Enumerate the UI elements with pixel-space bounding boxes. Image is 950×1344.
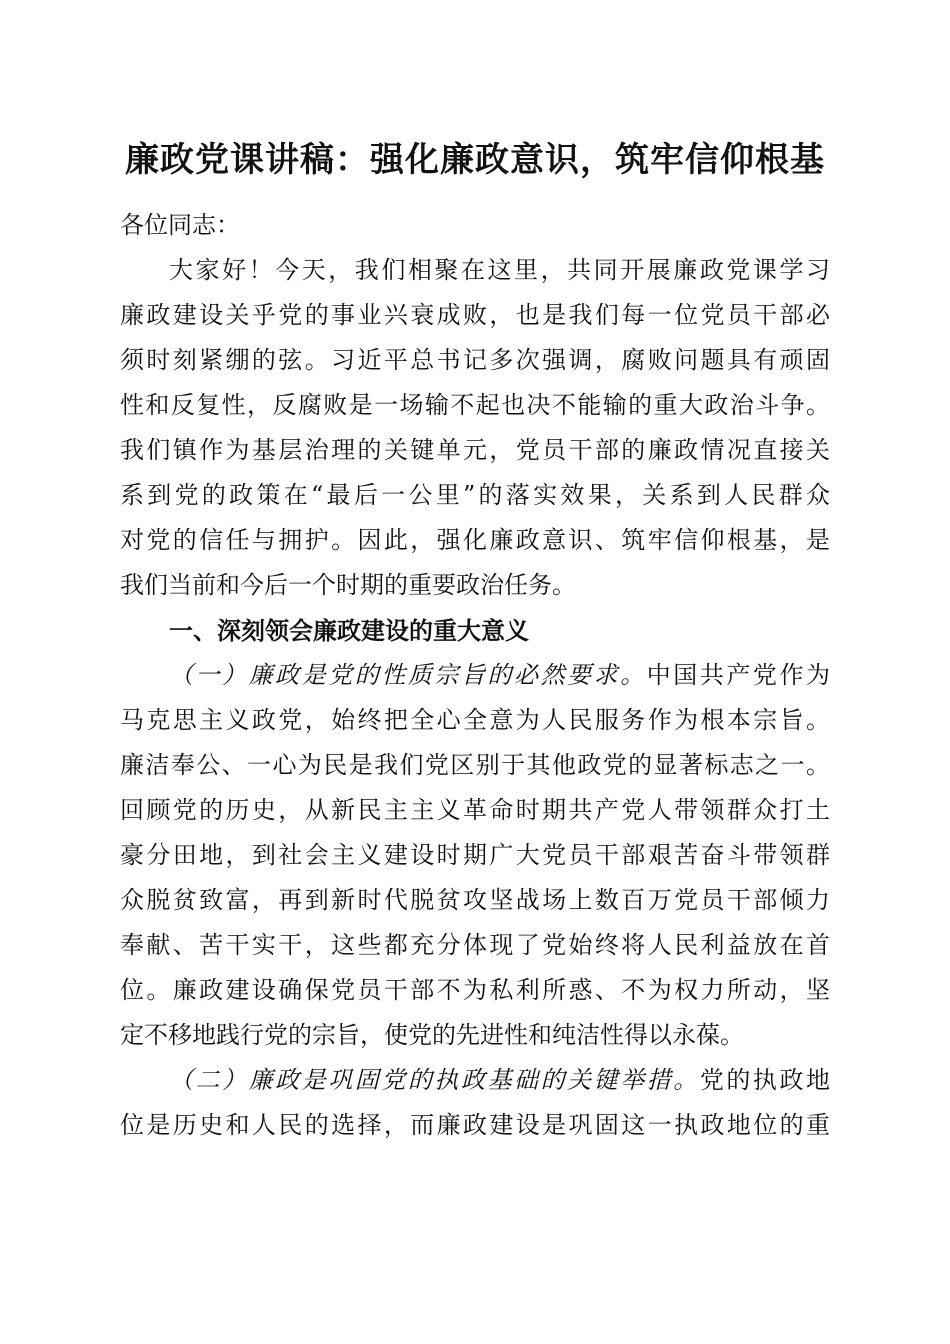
paragraph-line: 定不移地践行党的宗旨，使党的先进性和纯洁性得以永葆。 [120, 1021, 744, 1049]
paragraph-line: 奉献、苦干实干，这些都充分体现了党始终将人民利益放在首 [120, 931, 830, 959]
paragraph-line: 须时刻紧绷的弦。习近平总书记多次强调，腐败问题具有顽固 [120, 346, 830, 374]
paragraph-line: 廉洁奉公、一心为民是我们党区别于其他政党的显著标志之一。 [120, 751, 830, 779]
paragraph-line: 豪分田地，到社会主义建设时期广大党员干部艰苦奋斗带领群 [120, 841, 830, 869]
paragraph-line: 众脱贫致富，再到新时代脱贫攻坚战场上数百万党员干部倾力 [120, 886, 830, 914]
paragraph-text: 中国共产党作为 [646, 661, 830, 689]
subsection-first-line [120, 653, 830, 698]
paragraph-text: 党的执政地 [699, 1066, 831, 1094]
subsection-heading: （一）廉政是党的性质宗旨的必然要求。 [169, 661, 647, 689]
paragraph-line: 对党的信任与拥护。因此，强化廉政意识、筑牢信仰根基，是 [120, 526, 830, 554]
document-title: 廉政党课讲稿：强化廉政意识，筑牢信仰根基 [125, 140, 825, 180]
section-heading: 一、深刻领会廉政建设的重大意义 [169, 616, 529, 645]
paragraph-line: 廉政建设关乎党的事业兴衰成败，也是我们每一位党员干部必 [120, 301, 830, 329]
paragraph-line: 回顾党的历史，从新民主主义革命时期共产党人带领群众打土 [120, 796, 830, 824]
subsection-first-line [120, 1058, 830, 1103]
paragraph-line: 位。廉政建设确保党员干部不为私利所惑、不为权力所动，坚 [120, 976, 830, 1004]
salutation: 各位同志： [120, 211, 240, 239]
paragraph-line: 我们当前和今后一个时期的重要政治任务。 [120, 571, 576, 599]
paragraph-line: 系到党的政策在“最后一公里”的落实效果，关系到人民群众 [120, 481, 830, 509]
paragraph-line: 我们镇作为基层治理的关键单元，党员干部的廉政情况直接关 [120, 436, 830, 464]
paragraph-line: 马克思主义政党，始终把全心全意为人民服务作为根本宗旨。 [120, 706, 830, 734]
paragraph-line: 位是历史和人民的选择，而廉政建设是巩固这一执政地位的重 [120, 1111, 830, 1139]
paragraph-line: 性和反复性，反腐败是一场输不起也决不能输的重大政治斗争。 [120, 391, 830, 419]
document-body [120, 203, 830, 1148]
paragraph-line: 大家好！今天，我们相聚在这里，共同开展廉政党课学习 [169, 256, 830, 284]
subsection-heading: （二）廉政是巩固党的执政基础的关键举措。 [169, 1066, 700, 1094]
